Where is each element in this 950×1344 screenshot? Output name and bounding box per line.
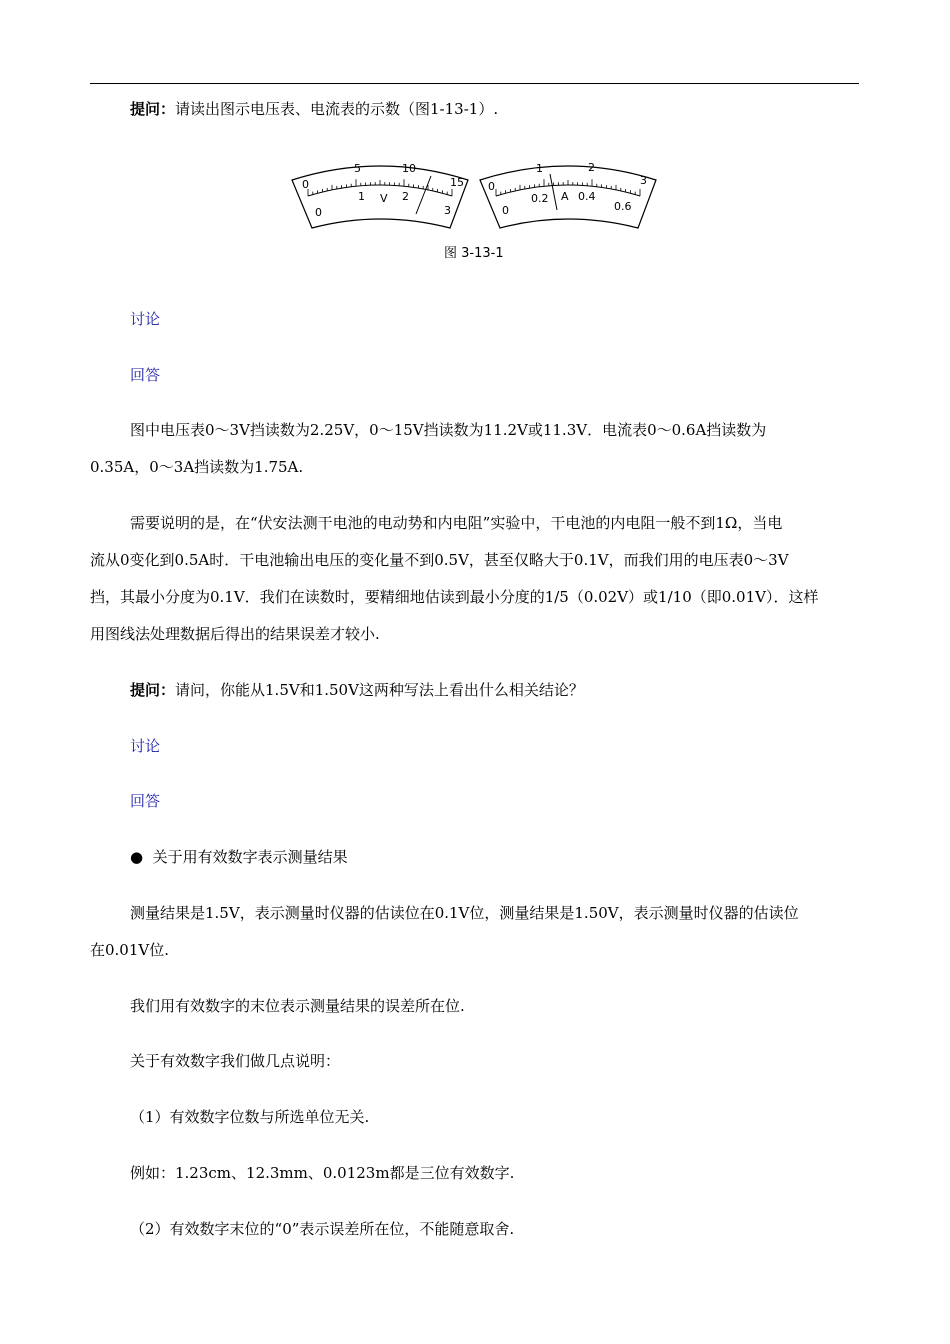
a-top-3: 3 [640,174,647,187]
question-text: 请读出图示电压表、电流表的示数（图1-13-1）. [175,100,499,118]
a-bot-02: 0.2 [531,192,549,205]
bullet-text: 关于用有效数字表示测量结果 [152,848,348,866]
v-unit: V [380,192,388,205]
a-bot-0: 0 [502,204,509,217]
bullet-heading [130,847,348,867]
paragraph-3-line-2: 在0.01V位. [90,941,169,959]
bullet-icon: ● [130,848,144,866]
ammeter [480,161,656,228]
v-top-0: 0 [302,178,309,191]
paragraph-8: （2）有效数字末位的“0”表示误差所在位，不能随意取舍. [130,1220,515,1238]
a-bot-04: 0.4 [578,190,596,203]
meter-figure [288,158,668,236]
a-bot-06: 0.6 [614,200,632,213]
a-top-1: 1 [536,162,543,175]
v-top-15: 15 [450,176,464,189]
discuss-link-1[interactable]: 讨论 [130,310,161,328]
discuss-link-2[interactable]: 讨论 [130,737,161,755]
question-2 [130,680,584,700]
paragraph-6: （1）有效数字位数与所选单位无关. [130,1108,370,1126]
a-top-2: 2 [588,161,595,174]
v-top-10: 10 [402,162,416,175]
paragraph-2-line-4: 用图线法处理数据后得出的结果误差才较小. [90,625,380,643]
question-label: 提问： [130,681,176,699]
a-top-0: 0 [488,180,495,193]
v-bot-1: 1 [358,190,365,203]
paragraph-1-line-2: 0.35A，0～3A挡读数为1.75A. [90,458,304,476]
answer-link-1[interactable]: 回答 [130,366,161,384]
header-rule [90,83,859,84]
paragraph-5: 关于有效数字我们做几点说明： [130,1052,341,1070]
paragraph-2-line-3: 挡，其最小分度为0.1V．我们在读数时，要精细地估读到最小分度的1/5（0.02V）或1/10（即0.01V）．这样 [90,588,819,606]
answer-link-2[interactable]: 回答 [130,792,161,810]
v-bot-2: 2 [402,190,409,203]
v-bot-0: 0 [315,206,322,219]
paragraph-3-line-1: 测量结果是1.5V，表示测量时仪器的估读位在0.1V位，测量结果是1.50V，表示测量时仪器的估读位 [130,904,799,922]
a-unit: A [561,190,569,203]
paragraph-4: 我们用有效数字的末位表示测量结果的误差所在位. [130,997,465,1015]
paragraph-7: 例如：1.23cm、12.3mm、0.0123m都是三位有效数字. [130,1164,515,1182]
v-bot-3: 3 [444,204,451,217]
paragraph-2-line-2: 流从0变化到0.5A时．干电池输出电压的变化量不到0.5V，甚至仅略大于0.1V，而我们用的电压表0～3V [90,551,789,569]
paragraph-2-line-1: 需要说明的是，在“伏安法测干电池的电动势和内电阻”实验中，干电池的内电阻一般不到1Ω，当电 [130,514,783,532]
v-top-5: 5 [354,162,361,175]
figure-caption: 图 3-13-1 [444,246,504,261]
paragraph-1-line-1: 图中电压表0～3V挡读数为2.25V，0～15V挡读数为11.2V或11.3V．电流表0～0.6A挡读数为 [130,421,767,439]
question-1 [130,99,498,119]
voltmeter [292,162,468,228]
question-label: 提问： [130,100,176,118]
question-text: 请问，你能从1.5V和1.50V这两种写法上看出什么相关结论？ [175,681,584,699]
